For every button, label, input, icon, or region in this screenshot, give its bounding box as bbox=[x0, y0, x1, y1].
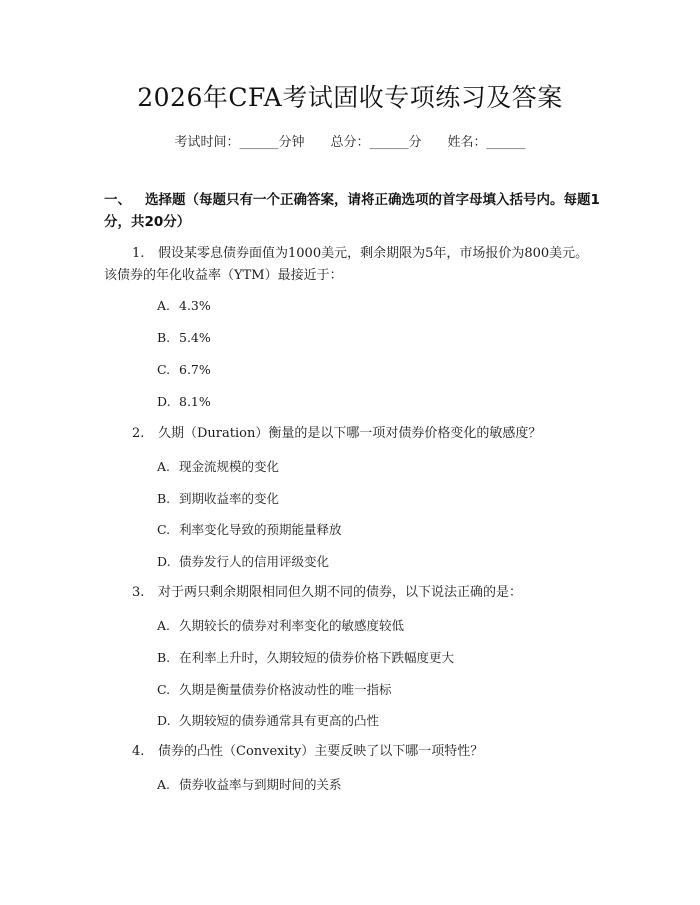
exam-info-line bbox=[0, 131, 700, 150]
option-letter: A. bbox=[157, 777, 171, 792]
option-2b bbox=[157, 489, 279, 507]
question-4 bbox=[104, 741, 600, 763]
option-text: 现金流规模的变化 bbox=[179, 459, 280, 474]
question-number: 1. bbox=[132, 246, 145, 261]
option-letter: B. bbox=[157, 650, 171, 665]
option-text: 久期较短的债券通常具有更高的凸性 bbox=[179, 713, 380, 728]
option-3b bbox=[157, 648, 454, 666]
option-text: 债券发行人的信用评级变化 bbox=[179, 554, 330, 569]
option-letter: D. bbox=[157, 713, 171, 728]
option-text: 8.1% bbox=[179, 394, 211, 409]
option-1d bbox=[157, 394, 211, 409]
option-letter: A. bbox=[157, 459, 171, 474]
section-title: 选择题（每题只有一个正确答案，请将正确选项的首字母填入括号内。每题1分，共20分） bbox=[104, 192, 600, 230]
question-text: 债券的凸性（Convexity）主要反映了以下哪一项特性？ bbox=[158, 744, 484, 759]
option-letter: D. bbox=[157, 394, 171, 409]
option-letter: C. bbox=[157, 522, 171, 537]
question-3 bbox=[104, 582, 600, 604]
option-letter: C. bbox=[157, 362, 171, 377]
option-letter: B. bbox=[157, 330, 171, 345]
question-2 bbox=[104, 423, 600, 445]
option-text: 久期是衡量债券价格波动性的唯一指标 bbox=[179, 682, 392, 697]
name-label: 姓名：______ bbox=[447, 135, 526, 150]
option-2a bbox=[157, 457, 279, 475]
question-number: 2. bbox=[132, 426, 145, 441]
option-1c bbox=[157, 362, 211, 377]
option-text: 久期较长的债券对利率变化的敏感度较低 bbox=[179, 618, 405, 633]
option-4a bbox=[157, 775, 342, 793]
question-text: 对于两只剩余期限相同但久期不同的债券，以下说法正确的是： bbox=[158, 585, 523, 600]
option-text: 到期收益率的变化 bbox=[179, 491, 280, 506]
option-text: 4.3% bbox=[179, 298, 211, 313]
option-letter: C. bbox=[157, 682, 171, 697]
option-text: 利率变化导致的预期能量释放 bbox=[179, 522, 342, 537]
option-3a bbox=[157, 616, 404, 634]
option-text: 在利率上升时，久期较短的债券价格下跌幅度更大 bbox=[179, 650, 455, 665]
question-number: 4. bbox=[132, 744, 145, 759]
section-heading bbox=[104, 189, 604, 233]
option-text: 债券收益率与到期时间的关系 bbox=[179, 777, 342, 792]
question-text: 久期（Duration）衡量的是以下哪一项对债券价格变化的敏感度？ bbox=[158, 426, 542, 441]
page-title: 2026年CFA考试固收专项练习及答案 bbox=[137, 83, 563, 112]
section-number: 一、 bbox=[104, 192, 131, 208]
option-letter: D. bbox=[157, 554, 171, 569]
option-text: 5.4% bbox=[179, 330, 211, 345]
option-3d bbox=[157, 711, 379, 729]
option-2d bbox=[157, 552, 329, 570]
option-3c bbox=[157, 680, 392, 698]
option-letter: B. bbox=[157, 491, 171, 506]
option-1b bbox=[157, 330, 211, 345]
total-score-label: 总分：______分 bbox=[330, 135, 422, 150]
option-letter: A. bbox=[157, 618, 171, 633]
option-2c bbox=[157, 520, 342, 538]
question-text: 假设某零息债券面值为1000美元，剩余期限为5年，市场报价为800美元。该债券的年化收益率（YTM）最接近于： bbox=[104, 246, 589, 283]
question-number: 3. bbox=[132, 585, 145, 600]
exam-time-label: 考试时间：______分钟 bbox=[174, 135, 305, 150]
option-1a bbox=[157, 298, 211, 313]
option-letter: A. bbox=[157, 298, 171, 313]
question-1 bbox=[104, 243, 600, 287]
option-text: 6.7% bbox=[179, 362, 211, 377]
